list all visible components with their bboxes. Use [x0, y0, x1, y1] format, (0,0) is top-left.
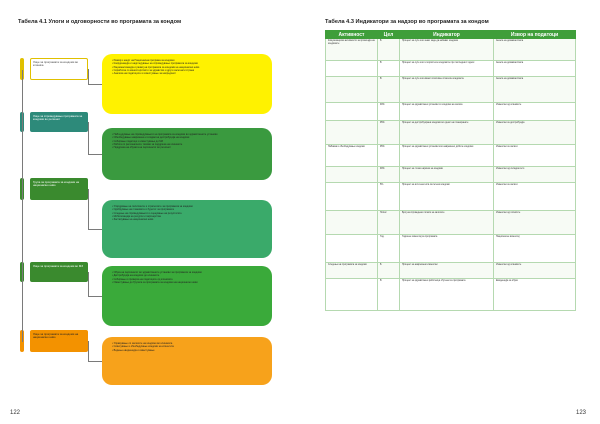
- responsibility-line: • Анализа на податоците и известување за напредокот: [112, 72, 176, 76]
- table-row: [326, 145, 576, 167]
- roles-spine: [22, 70, 23, 342]
- cell-activity: [326, 77, 378, 103]
- cell-target: Б: [378, 263, 400, 279]
- responsibility-line: • Поддршка на обуката на персоналот во регионот: [112, 146, 171, 150]
- responsibility-line: • Одобрување на плановите и буџетот за програмата: [112, 208, 174, 212]
- responsibility-line: • Следење на спроведувањето и оценување на резултатите: [112, 211, 182, 215]
- cell-source: Извештаи од пописите: [494, 211, 576, 235]
- cell-indicator: Годишен извештај за програмата: [400, 235, 494, 263]
- cell-activity: [326, 235, 378, 263]
- responsibility-line: • Работа со регионалните тимови за поддршка на клиниките: [112, 142, 183, 146]
- table-row: [326, 61, 576, 77]
- cell-source: Анкета на домаќинствата: [494, 77, 576, 103]
- cell-indicator: Процент на луѓе кои имаат позитивен став кон кондомите: [400, 77, 494, 103]
- table-row: [326, 121, 576, 145]
- responsibility-line: • Утврдување на политиките и стратегиите за програмата за кондоми: [112, 205, 193, 208]
- cell-target: 5%: [378, 183, 400, 211]
- role-label: Лице за програмата за кондоми на национално ниво: [30, 330, 88, 352]
- role-connector-vertical: [88, 189, 89, 229]
- role-connector: [88, 154, 102, 155]
- table-row: [326, 167, 576, 183]
- cell-activity: [326, 279, 378, 311]
- header-indicator: Индикатор: [400, 31, 494, 39]
- responsibility-line: • Развој и нацрт на Национална програма за кондоми: [112, 59, 175, 62]
- cell-indicator: Процент на дистрибуирани кондоми во однос на планираните: [400, 121, 494, 145]
- cell-source: Евиденција за обуки: [494, 279, 576, 311]
- responsibility-box: [102, 266, 272, 326]
- responsibility-line: • Обука на персоналот во здравствените установи за програмата за кондоми: [112, 271, 202, 274]
- cell-indicator: Процент на истечени или оштетени кондоми: [400, 183, 494, 211]
- responsibility-box: [102, 337, 272, 385]
- cell-target: 90%: [378, 167, 400, 183]
- responsibility-box: [102, 200, 272, 258]
- table-row: [326, 183, 576, 211]
- cell-source: Извештаи за залихи: [494, 183, 576, 211]
- cell-source: Извештаи од клиниките: [494, 103, 576, 121]
- role-label: Лице за програмата за кондоми во МЗ: [30, 262, 88, 282]
- cell-target: 95%: [378, 121, 400, 145]
- indicators-table: [325, 30, 576, 311]
- cell-source: Национален извештај: [494, 235, 576, 263]
- responsibility-line: • Дистрибуција на кондоми до клиниките: [112, 274, 160, 278]
- cell-activity: [326, 183, 378, 211]
- role-connector: [88, 84, 102, 85]
- responsibility-line: • Водење евиденција и известување: [112, 348, 155, 352]
- table-row: [326, 279, 576, 311]
- table-row: [326, 39, 576, 61]
- cell-source: Извештаи од клиниките: [494, 263, 576, 279]
- cell-target: В: [378, 279, 400, 311]
- cell-indicator: Процент на луѓе кои знаат каде да набават кондоми: [400, 39, 494, 61]
- responsibility-line: • Собирање податоци и известување до МЗ: [112, 139, 163, 143]
- cell-activity: [326, 167, 378, 183]
- role-connector: [88, 229, 102, 230]
- cell-indicator: Процент на здравствени установи со кондоми на залиха: [400, 103, 494, 121]
- role-connector: [88, 296, 102, 297]
- table-header-row: [326, 31, 576, 39]
- right-page: [300, 0, 600, 424]
- responsibility-line: • Застапување на национално ниво: [112, 218, 154, 222]
- table-row: [326, 103, 576, 121]
- cell-source: Извештаи за залихи: [494, 145, 576, 167]
- cell-activity: [326, 211, 378, 235]
- cell-activity: [326, 103, 378, 121]
- role-label: Лице за спроведување програмата за кондоми во регионот: [30, 112, 88, 132]
- left-page-title: Табела 4.1 Улоги и одговорности во програмата за кондом: [18, 19, 182, 25]
- role-connector: [88, 361, 102, 362]
- role-connector-vertical: [88, 122, 89, 154]
- responsibility-box: [102, 128, 272, 180]
- cell-target: 95%: [378, 145, 400, 167]
- responsibility-line: • Обезбедување навремена и соодветна дистрибуција на кондоми: [112, 136, 190, 140]
- cell-target: 90%: [378, 103, 400, 121]
- cell-source: Анкета на домаќинствата: [494, 39, 576, 61]
- cell-source: Анкета на домаќинствата: [494, 61, 576, 77]
- responsibility-line: • Известување до Групата за програмата за кондоми на национално ниво: [112, 280, 198, 284]
- responsibility-line: • Собирање и проверка на податоците од клиниките: [112, 277, 173, 281]
- responsibility-line: • Соработка со министерството за здравство и други засегнати страни: [112, 68, 195, 72]
- cell-target: Б: [378, 39, 400, 61]
- cell-source: Извештаи од складиштето: [494, 167, 576, 183]
- left-page-number: 122: [10, 410, 21, 416]
- table-row: [326, 211, 576, 235]
- cell-indicator: Процент на луѓе кои ги користеле кондомите при последниот однос: [400, 61, 494, 77]
- responsibility-line: • Управување со залихите на кондоми во клиниката: [112, 342, 173, 345]
- responsibility-line: • Координација и надгледување на спроведување програмата за кондоми: [112, 62, 198, 66]
- cell-target: В: [378, 77, 400, 103]
- role-label: Лице за програмата за кондоми во клиника: [30, 58, 88, 80]
- header-activity: Активност: [326, 31, 378, 39]
- cell-activity: Комуникациски активности за промоција на кондомите: [326, 39, 378, 61]
- cell-indicator: Процент на точни нарачки на кондоми: [400, 167, 494, 183]
- role-label: Група за програмата за кондоми на национално ниво: [30, 178, 88, 200]
- table-row: [326, 235, 576, 263]
- role-connector-vertical: [88, 341, 89, 361]
- role-connector-vertical: [88, 69, 89, 84]
- cell-target: В: [378, 61, 400, 77]
- right-page-title: Табела 4.3 Индикатори за надзор во програмата за кондом: [325, 19, 489, 25]
- responsibility-line: • Рационализација и развој на програмата за кондоми на национално ниво: [112, 65, 200, 69]
- right-page-number: 123: [575, 410, 586, 416]
- responsibility-line: • Набљудување на спроведувањето на програмата за кондоми во здравствените установи: [112, 133, 218, 136]
- cell-activity: Набавка и обезбедување кондоми: [326, 145, 378, 167]
- cell-indicator: Процент на здравствени установи кои навремено добиле кондоми: [400, 145, 494, 167]
- cell-indicator: Процент на навремени извештаи: [400, 263, 494, 279]
- cell-target: Попис: [378, 211, 400, 235]
- cell-target: Год.: [378, 235, 400, 263]
- table-body: [326, 39, 576, 311]
- responsibility-line: • Советување и обезбедување кондоми на клиентите: [112, 345, 175, 349]
- cell-activity: [326, 61, 378, 77]
- table-row: [326, 263, 576, 279]
- responsibility-box: [102, 54, 272, 114]
- cell-indicator: Број на спроведени пописи на залихите: [400, 211, 494, 235]
- cell-indicator: Процент на здравствени работници обучени за програмата: [400, 279, 494, 311]
- role-connector-vertical: [88, 272, 89, 296]
- cell-activity: [326, 121, 378, 145]
- cell-source: Извештаи за дистрибуција: [494, 121, 576, 145]
- cell-activity: Следење на програмата за кондоми: [326, 263, 378, 279]
- responsibility-line: • Мобилизација на ресурси и партнерства: [112, 214, 161, 218]
- table-row: [326, 77, 576, 103]
- header-target: Цел: [378, 31, 400, 39]
- header-source: Извор на податоци: [494, 31, 576, 39]
